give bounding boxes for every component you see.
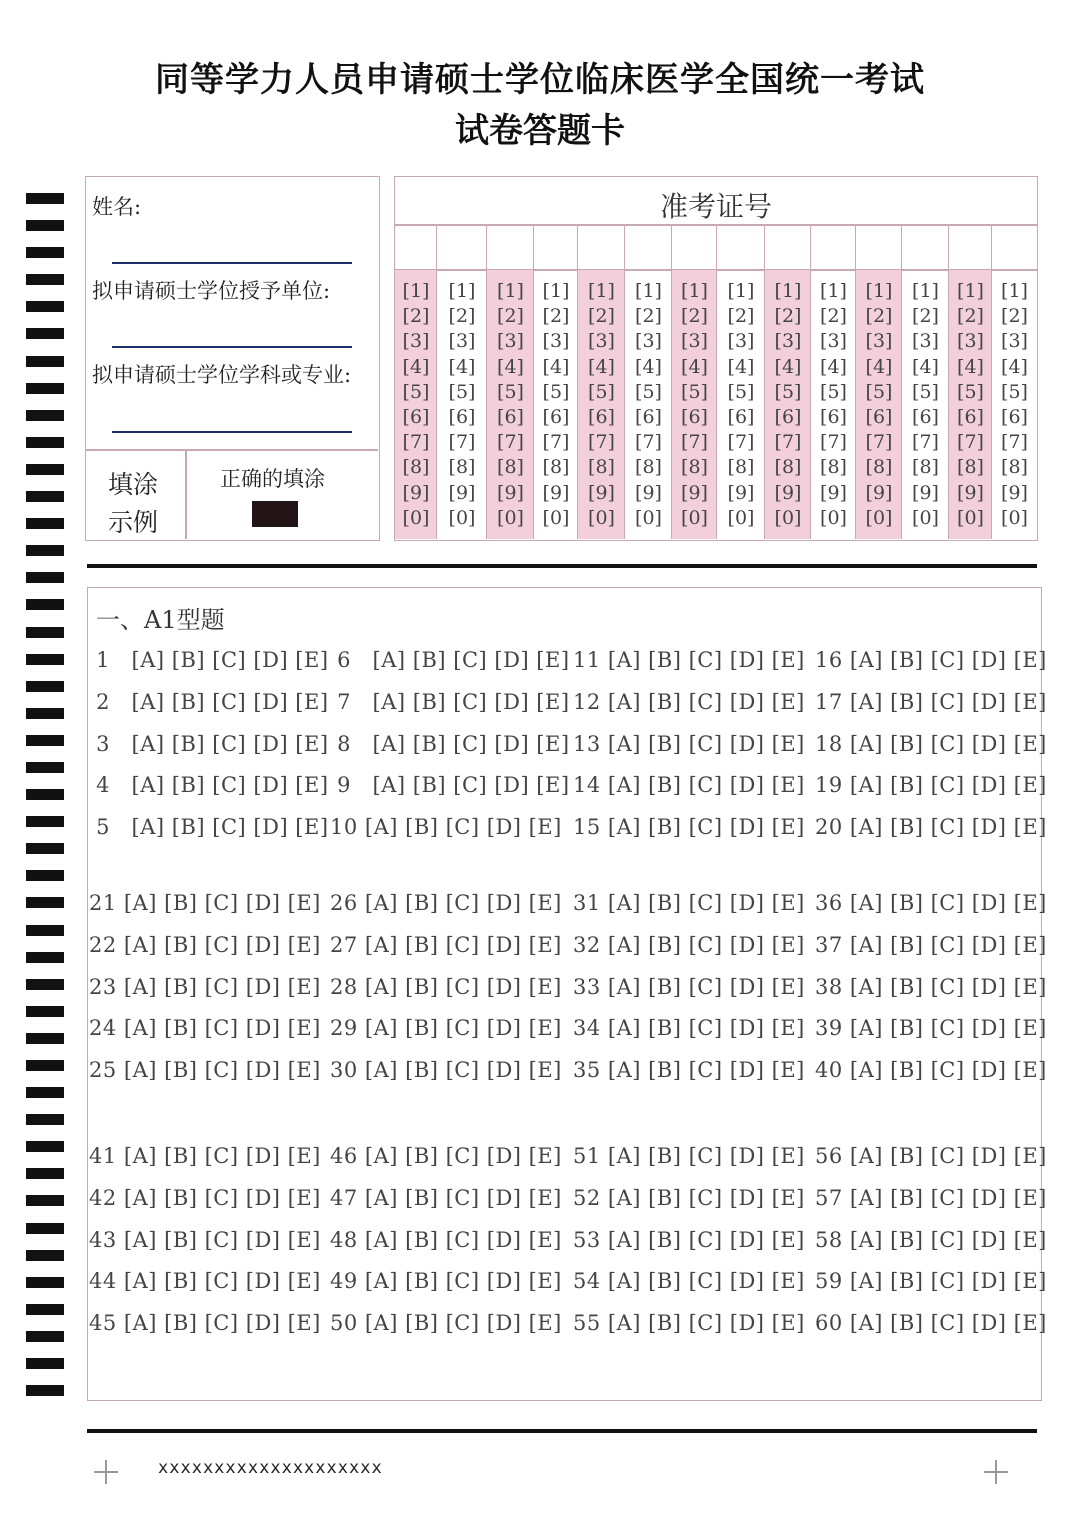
digit-bubble[interactable]: [0] xyxy=(542,506,570,529)
question-18[interactable]: 18 [A] [B] [C] [D] [E] xyxy=(815,731,1047,756)
digit-bubble[interactable]: [6] xyxy=(588,406,615,428)
digit-bubble[interactable]: [7] xyxy=(865,431,893,454)
timing-mark xyxy=(26,518,64,529)
digit-bubble[interactable]: [6] xyxy=(957,406,984,428)
digit-bubble[interactable]: [0] xyxy=(820,506,847,529)
digit-bubble[interactable]: [3] xyxy=(402,330,430,353)
timing-mark xyxy=(26,1141,64,1152)
timing-mark xyxy=(26,545,64,556)
digit-bubble[interactable]: [4] xyxy=(774,355,802,378)
timing-mark xyxy=(26,1277,64,1288)
timing-mark xyxy=(26,952,64,963)
page-title: 同等学力人员申请硕士学位临床医学全国统一考试 xyxy=(155,60,925,100)
digit-bubble[interactable]: [9] xyxy=(681,481,708,504)
digit-bubble[interactable]: [9] xyxy=(402,481,430,504)
question-19[interactable]: 19 [A] [B] [C] [D] [E] xyxy=(815,773,1047,798)
digit-bubble[interactable]: [6] xyxy=(402,406,430,428)
question-7[interactable]: 7 [A] [B] [C] [D] [E] xyxy=(330,689,570,714)
exam-id-title: 准考证号 xyxy=(659,190,772,223)
timing-marks xyxy=(26,193,64,1412)
digit-bubble[interactable]: [6] xyxy=(635,406,662,428)
question-37[interactable]: 37 [A] [B] [C] [D] [E] xyxy=(815,932,1047,957)
question-16[interactable]: 16 [A] [B] [C] [D] [E] xyxy=(815,648,1047,672)
timing-mark xyxy=(26,1304,64,1315)
digit-bubble[interactable]: [9] xyxy=(635,481,662,504)
question-22[interactable]: 22 [A] [B] [C] [D] [E] xyxy=(89,932,321,957)
digit-bubble[interactable]: [4] xyxy=(820,355,847,378)
digit-bubble[interactable]: [1] xyxy=(588,280,615,302)
exam-id-column xyxy=(578,270,625,539)
timing-mark xyxy=(26,1087,64,1098)
digit-bubble[interactable]: [2] xyxy=(774,305,802,328)
question-46[interactable]: 46 [A] [B] [C] [D] [E] xyxy=(330,1144,562,1168)
timing-mark xyxy=(26,708,64,719)
exam-id-column xyxy=(717,270,765,539)
exam-id-column xyxy=(949,270,992,539)
digit-bubble[interactable]: [2] xyxy=(542,305,570,328)
timing-mark xyxy=(26,1168,64,1179)
digit-bubble[interactable]: [4] xyxy=(727,355,755,378)
digit-bubble[interactable]: [6] xyxy=(820,406,847,428)
digit-bubble[interactable]: [5] xyxy=(588,380,615,403)
timing-mark xyxy=(26,979,64,990)
digit-bubble[interactable]: [9] xyxy=(727,481,755,504)
digit-bubble[interactable]: [0] xyxy=(588,506,615,529)
digit-bubble[interactable]: [5] xyxy=(820,380,847,403)
question-8[interactable]: 8 [A] [B] [C] [D] [E] xyxy=(330,731,570,756)
digit-bubble[interactable]: [8] xyxy=(865,456,893,479)
exam-id-column xyxy=(811,270,856,539)
digit-bubble[interactable]: [0] xyxy=(727,506,755,529)
digit-bubble[interactable]: [7] xyxy=(542,431,570,454)
digit-bubble[interactable]: [9] xyxy=(820,481,847,504)
digit-bubble[interactable]: [9] xyxy=(448,481,476,504)
digit-bubble[interactable]: [1] xyxy=(1001,280,1028,302)
question-51[interactable]: 51 [A] [B] [C] [D] [E] xyxy=(573,1144,805,1168)
timing-mark xyxy=(26,301,64,312)
digit-bubble[interactable]: [3] xyxy=(448,330,476,353)
digit-bubble[interactable]: [5] xyxy=(912,380,939,403)
digit-bubble[interactable]: [3] xyxy=(727,330,755,353)
exam-id-write-cell[interactable] xyxy=(487,225,534,269)
unit-label: 拟申请硕士学位授予单位: xyxy=(92,279,331,303)
timing-mark xyxy=(26,870,64,881)
question-2[interactable]: 2 [A] [B] [C] [D] [E] xyxy=(89,689,329,714)
digit-bubble[interactable]: [6] xyxy=(542,406,570,428)
timing-mark xyxy=(26,437,64,448)
digit-bubble[interactable]: [6] xyxy=(774,406,802,428)
digit-bubble[interactable]: [3] xyxy=(588,330,615,353)
question-3[interactable]: 3 [A] [B] [C] [D] [E] xyxy=(89,731,329,756)
timing-mark xyxy=(26,1223,64,1234)
digit-bubble[interactable]: [9] xyxy=(542,481,570,504)
timing-mark xyxy=(26,789,64,800)
digit-bubble[interactable]: [8] xyxy=(448,456,476,479)
digit-bubble[interactable]: [2] xyxy=(681,305,708,328)
question-48[interactable]: 48 [A] [B] [C] [D] [E] xyxy=(330,1227,562,1252)
digit-bubble[interactable]: [1] xyxy=(865,280,893,302)
exam-id-write-cell[interactable] xyxy=(856,225,902,269)
exam-id-write-cell[interactable] xyxy=(578,225,625,269)
question-47[interactable]: 47 [A] [B] [C] [D] [E] xyxy=(330,1185,562,1210)
question-13[interactable]: 13 [A] [B] [C] [D] [E] xyxy=(573,731,805,756)
timing-mark xyxy=(26,1195,64,1206)
digit-bubble[interactable]: [2] xyxy=(865,305,893,328)
digit-bubble[interactable]: [7] xyxy=(820,431,847,454)
question-9[interactable]: 9 [A] [B] [C] [D] [E] xyxy=(330,773,570,798)
timing-mark xyxy=(26,654,64,665)
question-31[interactable]: 31 [A] [B] [C] [D] [E] xyxy=(573,891,805,915)
question-53[interactable]: 53 [A] [B] [C] [D] [E] xyxy=(573,1227,805,1252)
digit-bubble[interactable]: [0] xyxy=(402,506,430,529)
digit-bubble[interactable]: [1] xyxy=(681,280,708,302)
digit-bubble[interactable]: [3] xyxy=(820,330,847,353)
crosshair-icon xyxy=(94,1460,118,1484)
timing-mark xyxy=(26,328,64,339)
question-49[interactable]: 49 [A] [B] [C] [D] [E] xyxy=(330,1269,562,1294)
digit-bubble[interactable]: [1] xyxy=(820,280,847,302)
exam-id-write-cell[interactable] xyxy=(902,225,949,269)
question-32[interactable]: 32 [A] [B] [C] [D] [E] xyxy=(573,932,805,957)
digit-bubble[interactable]: [5] xyxy=(865,380,893,403)
digit-bubble[interactable]: [5] xyxy=(681,380,708,403)
digit-bubble[interactable]: [2] xyxy=(635,305,662,328)
digit-bubble[interactable]: [5] xyxy=(774,380,802,403)
digit-bubble[interactable]: [8] xyxy=(727,456,755,479)
digit-bubble[interactable]: [2] xyxy=(448,305,476,328)
digit-bubble[interactable]: [2] xyxy=(497,305,524,328)
question-35[interactable]: 35 [A] [B] [C] [D] [E] xyxy=(573,1058,805,1083)
digit-bubble[interactable]: [7] xyxy=(774,431,802,454)
digit-bubble[interactable]: [8] xyxy=(635,456,662,479)
timing-mark xyxy=(26,247,64,258)
digit-bubble[interactable]: [1] xyxy=(448,280,476,302)
digit-bubble[interactable]: [1] xyxy=(957,280,984,302)
timing-mark xyxy=(26,1060,64,1071)
digit-bubble[interactable]: [3] xyxy=(774,330,802,353)
timing-mark xyxy=(26,572,64,583)
correct-fill-label: 正确的填涂 xyxy=(220,467,325,491)
digit-bubble[interactable]: [5] xyxy=(497,380,524,403)
digit-bubble[interactable]: [5] xyxy=(402,380,430,403)
question-29[interactable]: 29 [A] [B] [C] [D] [E] xyxy=(330,1016,562,1041)
digit-bubble[interactable]: [8] xyxy=(497,456,524,479)
digit-bubble[interactable]: [8] xyxy=(1001,456,1028,479)
question-57[interactable]: 57 [A] [B] [C] [D] [E] xyxy=(815,1185,1047,1210)
digit-bubble[interactable]: [0] xyxy=(957,506,984,529)
timing-mark xyxy=(26,762,64,773)
question-33[interactable]: 33 [A] [B] [C] [D] [E] xyxy=(573,974,805,999)
question-44[interactable]: 44 [A] [B] [C] [D] [E] xyxy=(89,1269,321,1294)
digit-bubble[interactable]: [6] xyxy=(681,406,708,428)
exam-id-write-cell[interactable] xyxy=(437,225,487,269)
digit-bubble[interactable]: [0] xyxy=(912,506,939,529)
question-28[interactable]: 28 [A] [B] [C] [D] [E] xyxy=(330,974,562,999)
timing-mark xyxy=(26,1006,64,1017)
question-25[interactable]: 25 [A] [B] [C] [D] [E] xyxy=(89,1058,321,1083)
timing-mark xyxy=(26,1331,64,1342)
question-1[interactable]: 1 [A] [B] [C] [D] [E] xyxy=(89,648,329,672)
digit-bubble[interactable]: [9] xyxy=(912,481,939,504)
digit-bubble[interactable]: [1] xyxy=(402,280,430,302)
page-subtitle: 试卷答题卡 xyxy=(455,111,625,151)
digit-bubble[interactable]: [9] xyxy=(957,481,984,504)
digit-bubble[interactable]: [4] xyxy=(588,355,615,378)
question-59[interactable]: 59 [A] [B] [C] [D] [E] xyxy=(815,1269,1047,1294)
digit-bubble[interactable]: [4] xyxy=(497,355,524,378)
digit-bubble[interactable]: [7] xyxy=(912,431,939,454)
digit-bubble[interactable]: [1] xyxy=(542,280,570,302)
digit-bubble[interactable]: [8] xyxy=(402,456,430,479)
exam-id-write-cell[interactable] xyxy=(717,225,765,269)
digit-bubble[interactable]: [0] xyxy=(774,506,802,529)
digit-bubble[interactable]: [5] xyxy=(957,380,984,403)
digit-bubble[interactable]: [4] xyxy=(681,355,708,378)
answer-section xyxy=(87,587,1047,1401)
digit-bubble[interactable]: [8] xyxy=(912,456,939,479)
exam-id-column xyxy=(534,270,578,539)
digit-bubble[interactable]: [9] xyxy=(588,481,615,504)
footer-code: xxxxxxxxxxxxxxxxxxxx xyxy=(158,1458,383,1478)
digit-bubble[interactable]: [5] xyxy=(1001,380,1028,403)
digit-bubble[interactable]: [4] xyxy=(1001,355,1028,378)
digit-bubble[interactable]: [0] xyxy=(448,506,476,529)
separator-bar xyxy=(87,1429,1037,1433)
digit-bubble[interactable]: [9] xyxy=(1001,481,1028,504)
timing-mark xyxy=(26,627,64,638)
exam-id-column xyxy=(992,270,1037,539)
digit-bubble[interactable]: [1] xyxy=(774,280,802,302)
exam-id-write-cell[interactable] xyxy=(811,225,856,269)
unit-field[interactable] xyxy=(112,346,352,348)
timing-mark xyxy=(26,1385,64,1396)
digit-bubble[interactable]: [6] xyxy=(1001,406,1028,428)
question-56[interactable]: 56 [A] [B] [C] [D] [E] xyxy=(815,1144,1047,1168)
exam-id-write-cell[interactable] xyxy=(765,225,811,269)
divider xyxy=(86,449,378,451)
digit-bubble[interactable]: [0] xyxy=(681,506,708,529)
question-6[interactable]: 6 [A] [B] [C] [D] [E] xyxy=(330,648,570,672)
question-30[interactable]: 30 [A] [B] [C] [D] [E] xyxy=(330,1058,562,1083)
question-52[interactable]: 52 [A] [B] [C] [D] [E] xyxy=(573,1185,805,1210)
digit-bubble[interactable]: [2] xyxy=(820,305,847,328)
timing-mark xyxy=(26,464,64,475)
filled-bubble-sample xyxy=(252,501,298,527)
question-17[interactable]: 17 [A] [B] [C] [D] [E] xyxy=(815,689,1047,714)
sample-label-line2: 示例 xyxy=(108,508,159,537)
digit-bubble[interactable]: [8] xyxy=(681,456,708,479)
question-54[interactable]: 54 [A] [B] [C] [D] [E] xyxy=(573,1269,805,1294)
digit-bubble[interactable]: [0] xyxy=(865,506,893,529)
digit-bubble[interactable]: [9] xyxy=(497,481,524,504)
timing-mark xyxy=(26,1114,64,1125)
exam-id-column xyxy=(902,270,949,539)
exam-id-write-cell[interactable] xyxy=(625,225,672,269)
question-20[interactable]: 20 [A] [B] [C] [D] [E] xyxy=(815,815,1047,840)
digit-bubble[interactable]: [3] xyxy=(957,330,984,353)
timing-mark xyxy=(26,735,64,746)
question-45[interactable]: 45 [A] [B] [C] [D] [E] xyxy=(89,1311,321,1336)
digit-bubble[interactable]: [2] xyxy=(588,305,615,328)
digit-bubble[interactable]: [7] xyxy=(1001,431,1028,454)
digit-bubble[interactable]: [2] xyxy=(727,305,755,328)
digit-bubble[interactable]: [4] xyxy=(957,355,984,378)
digit-bubble[interactable]: [8] xyxy=(774,456,802,479)
crosshair-icon xyxy=(984,1460,1008,1484)
exam-id-column xyxy=(765,270,811,539)
timing-mark xyxy=(26,843,64,854)
exam-id-write-cell[interactable] xyxy=(672,225,717,269)
exam-id-write-cell[interactable] xyxy=(395,225,437,269)
digit-bubble[interactable]: [8] xyxy=(542,456,570,479)
question-39[interactable]: 39 [A] [B] [C] [D] [E] xyxy=(815,1016,1047,1041)
question-43[interactable]: 43 [A] [B] [C] [D] [E] xyxy=(89,1227,321,1252)
digit-bubble[interactable]: [6] xyxy=(448,406,476,428)
digit-bubble[interactable]: [4] xyxy=(448,355,476,378)
digit-bubble[interactable]: [9] xyxy=(774,481,802,504)
name-field[interactable] xyxy=(112,262,352,264)
digit-bubble[interactable]: [0] xyxy=(1001,506,1028,529)
question-60[interactable]: 60 [A] [B] [C] [D] [E] xyxy=(815,1311,1047,1336)
digit-bubble[interactable]: [1] xyxy=(497,280,524,302)
digit-bubble[interactable]: [6] xyxy=(912,406,939,428)
digit-bubble[interactable]: [4] xyxy=(402,355,430,378)
timing-mark xyxy=(26,193,64,204)
digit-bubble[interactable]: [7] xyxy=(402,431,430,454)
question-4[interactable]: 4 [A] [B] [C] [D] [E] xyxy=(89,773,329,798)
digit-bubble[interactable]: [8] xyxy=(588,456,615,479)
digit-bubble[interactable]: [2] xyxy=(912,305,939,328)
digit-bubble[interactable]: [4] xyxy=(865,355,893,378)
question-23[interactable]: 23 [A] [B] [C] [D] [E] xyxy=(89,974,321,999)
timing-mark xyxy=(26,220,64,231)
question-58[interactable]: 58 [A] [B] [C] [D] [E] xyxy=(815,1227,1047,1252)
major-label: 拟申请硕士学位学科或专业: xyxy=(92,363,352,387)
question-15[interactable]: 15 [A] [B] [C] [D] [E] xyxy=(573,815,805,840)
digit-bubble[interactable]: [9] xyxy=(865,481,893,504)
question-50[interactable]: 50 [A] [B] [C] [D] [E] xyxy=(330,1311,562,1336)
digit-bubble[interactable]: [0] xyxy=(497,506,524,529)
digit-bubble[interactable]: [4] xyxy=(635,355,662,378)
question-10[interactable]: 10 [A] [B] [C] [D] [E] xyxy=(330,815,562,840)
exam-id-column xyxy=(487,270,534,539)
digit-bubble[interactable]: [7] xyxy=(588,431,615,454)
digit-bubble[interactable]: [7] xyxy=(727,431,755,454)
digit-bubble[interactable]: [2] xyxy=(1001,305,1028,328)
digit-bubble[interactable]: [7] xyxy=(635,431,662,454)
digit-bubble[interactable]: [3] xyxy=(1001,330,1028,353)
question-42[interactable]: 42 [A] [B] [C] [D] [E] xyxy=(89,1185,321,1210)
question-38[interactable]: 38 [A] [B] [C] [D] [E] xyxy=(815,974,1047,999)
sample-label-line1: 填涂 xyxy=(108,470,159,499)
digit-bubble[interactable]: [7] xyxy=(681,431,708,454)
section-title: 一、A1型题 xyxy=(96,606,225,634)
digit-bubble[interactable]: [5] xyxy=(542,380,570,403)
question-24[interactable]: 24 [A] [B] [C] [D] [E] xyxy=(89,1016,321,1041)
timing-mark xyxy=(26,1358,64,1369)
digit-bubble[interactable]: [3] xyxy=(912,330,939,353)
digit-bubble[interactable]: [2] xyxy=(957,305,984,328)
digit-bubble[interactable]: [3] xyxy=(542,330,570,353)
exam-id-write-cell[interactable] xyxy=(949,225,992,269)
question-26[interactable]: 26 [A] [B] [C] [D] [E] xyxy=(330,891,562,915)
timing-mark xyxy=(26,410,64,421)
digit-bubble[interactable]: [5] xyxy=(727,380,755,403)
digit-bubble[interactable]: [7] xyxy=(497,431,524,454)
digit-bubble[interactable]: [4] xyxy=(542,355,570,378)
question-36[interactable]: 36 [A] [B] [C] [D] [E] xyxy=(815,891,1047,915)
digit-bubble[interactable]: [3] xyxy=(681,330,708,353)
digit-bubble[interactable]: [6] xyxy=(727,406,755,428)
question-21[interactable]: 21 [A] [B] [C] [D] [E] xyxy=(89,891,321,915)
digit-bubble[interactable]: [2] xyxy=(402,305,430,328)
exam-id-box xyxy=(394,176,1038,541)
exam-id-column xyxy=(437,270,487,539)
name-label: 姓名: xyxy=(92,195,142,219)
timing-mark xyxy=(26,816,64,827)
timing-mark xyxy=(26,599,64,610)
timing-mark xyxy=(26,681,64,692)
digit-bubble[interactable]: [4] xyxy=(912,355,939,378)
exam-id-column xyxy=(856,270,902,539)
question-27[interactable]: 27 [A] [B] [C] [D] [E] xyxy=(330,932,562,957)
exam-id-write-cell[interactable] xyxy=(992,225,1037,269)
timing-mark xyxy=(26,1033,64,1044)
question-14[interactable]: 14 [A] [B] [C] [D] [E] xyxy=(573,773,805,798)
digit-bubble[interactable]: [7] xyxy=(957,431,984,454)
timing-mark xyxy=(26,1250,64,1261)
separator-bar xyxy=(87,564,1037,568)
digit-bubble[interactable]: [8] xyxy=(957,456,984,479)
timing-mark xyxy=(26,383,64,394)
digit-bubble[interactable]: [6] xyxy=(865,406,893,428)
divider xyxy=(185,449,187,539)
timing-mark xyxy=(26,491,64,502)
question-11[interactable]: 11 [A] [B] [C] [D] [E] xyxy=(573,648,805,672)
digit-bubble[interactable]: [5] xyxy=(635,380,662,403)
timing-mark xyxy=(26,274,64,285)
question-40[interactable]: 40 [A] [B] [C] [D] [E] xyxy=(815,1058,1047,1083)
digit-bubble[interactable]: [3] xyxy=(635,330,662,353)
exam-id-column xyxy=(672,270,717,539)
timing-mark xyxy=(26,897,64,908)
exam-id-write-cell[interactable] xyxy=(534,225,578,269)
question-55[interactable]: 55 [A] [B] [C] [D] [E] xyxy=(573,1311,805,1336)
digit-bubble[interactable]: [3] xyxy=(497,330,524,353)
digit-bubble[interactable]: [5] xyxy=(448,380,476,403)
major-field[interactable] xyxy=(112,431,352,433)
exam-id-column xyxy=(395,270,437,539)
question-5[interactable]: 5 [A] [B] [C] [D] [E] xyxy=(89,815,329,840)
digit-bubble[interactable]: [1] xyxy=(727,280,755,302)
question-41[interactable]: 41 [A] [B] [C] [D] [E] xyxy=(89,1144,321,1168)
exam-id-column xyxy=(625,270,672,539)
timing-mark xyxy=(26,356,64,367)
digit-bubble[interactable]: [1] xyxy=(635,280,662,302)
digit-bubble[interactable]: [3] xyxy=(865,330,893,353)
digit-bubble[interactable]: [7] xyxy=(448,431,476,454)
question-34[interactable]: 34 [A] [B] [C] [D] [E] xyxy=(573,1016,805,1041)
digit-bubble[interactable]: [6] xyxy=(497,406,524,428)
question-12[interactable]: 12 [A] [B] [C] [D] [E] xyxy=(573,689,805,714)
digit-bubble[interactable]: [1] xyxy=(912,280,939,302)
timing-mark xyxy=(26,925,64,936)
candidate-info-box xyxy=(85,176,380,541)
digit-bubble[interactable]: [0] xyxy=(635,506,662,529)
digit-bubble[interactable]: [8] xyxy=(820,456,847,479)
